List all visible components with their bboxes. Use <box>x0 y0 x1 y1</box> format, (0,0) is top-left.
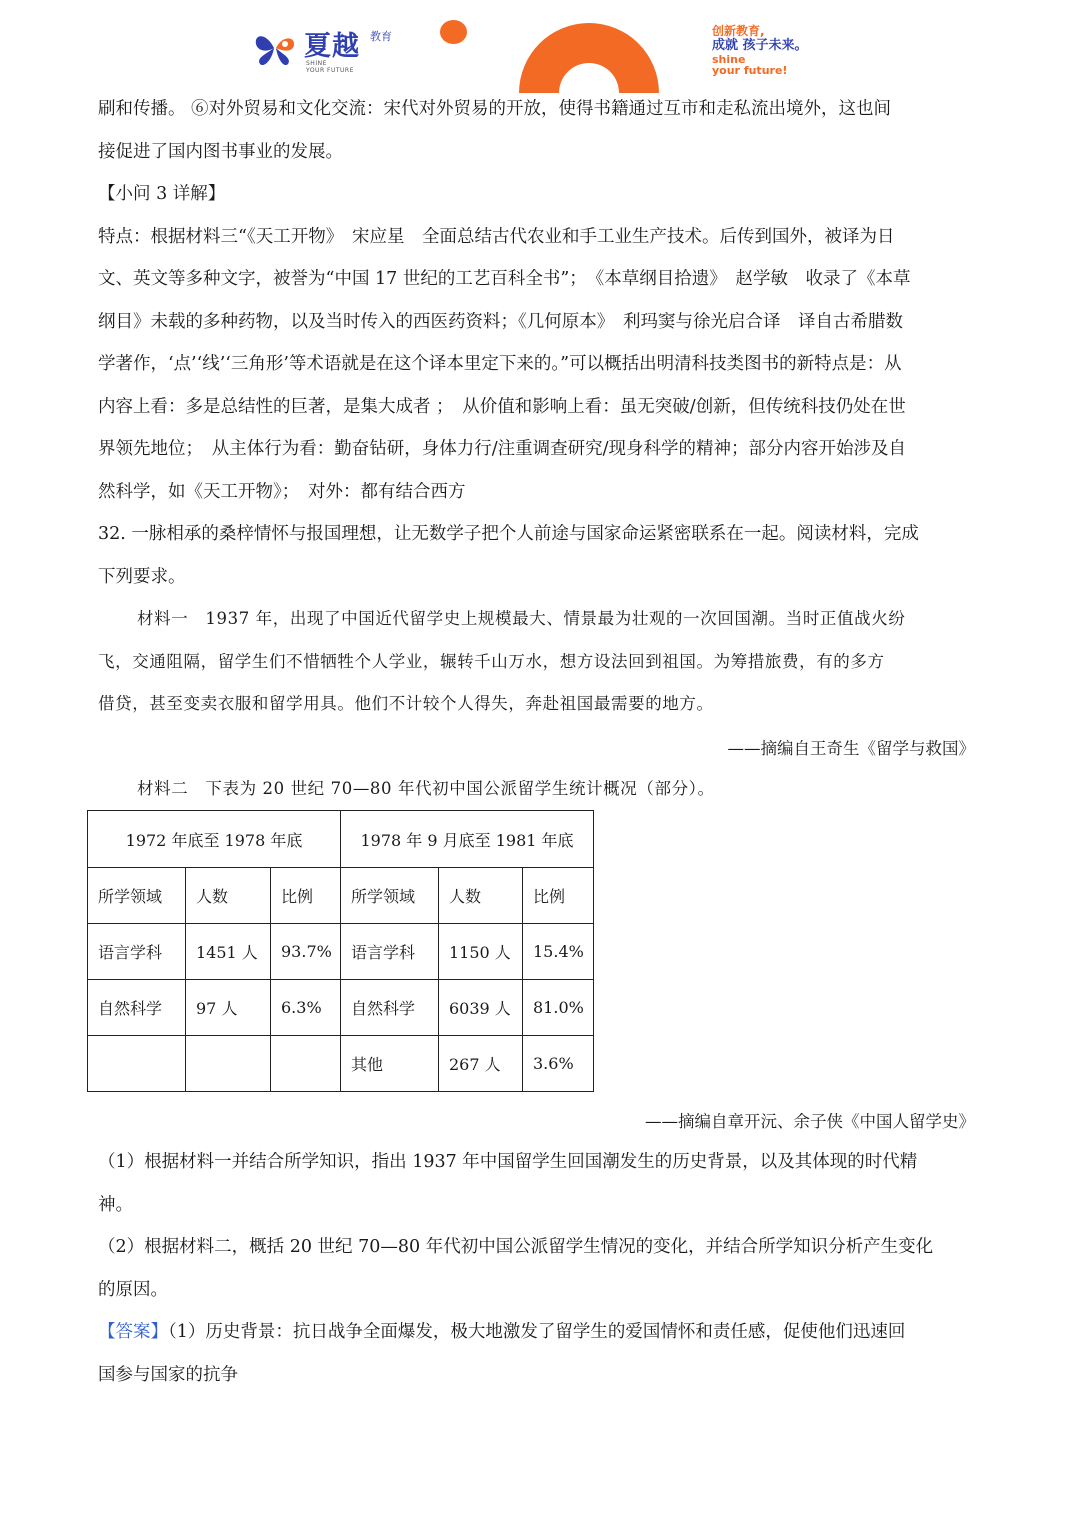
table-cell: 15.4% <box>523 924 594 980</box>
table-col-header: 所学领域 <box>341 868 439 924</box>
text-line: 纲目》未载的多种药物，以及当时传入的西医药资料；《几何原本》 利玛窦与徐光启合译 译自古希腊数 <box>98 312 903 332</box>
table-col-header: 人数 <box>439 868 523 924</box>
material-one-source: ——摘编自王奇生《留学与救国》 <box>727 739 975 758</box>
material-one-line: 借贷，甚至变卖衣服和留学用具。他们不计较个人得失，奔赴祖国最需要的地方。 <box>98 694 714 713</box>
material-two-intro: 材料二 下表为 20 世纪 70—80 年代初中国公派留学生统计概况（部分）。 <box>137 779 715 798</box>
table-row <box>88 1036 594 1092</box>
table-col-header: 人数 <box>186 868 271 924</box>
table-cell: 6.3% <box>271 980 341 1036</box>
text-line: 特点：根据材料三“《天工开物》 宋应星 全面总结古代农业和手工业生产技术。后传到国外，被译为日 <box>98 227 895 247</box>
table-cell: 6039 人 <box>439 980 523 1036</box>
table-row <box>88 924 594 980</box>
table-period-header: 1972 年底至 1978 年底 <box>88 811 341 868</box>
sub-question: 神。 <box>98 1195 133 1215</box>
answer-line <box>98 1320 984 1344</box>
text-line: 学著作，‘点’‘线’‘三角形’等术语就是在这个译本里定下来的。”可以概括出明清科技类图书的新特点是：从 <box>98 354 902 374</box>
section-heading: 【小问 3 详解】 <box>98 184 226 204</box>
table-cell: 93.7% <box>271 924 341 980</box>
material-one-line: 材料一 1937 年，出现了中国近代留学史上规模最大、情景最为壮观的一次回国潮。当时正值战火纷 <box>137 609 906 628</box>
text-line: 内容上看：多是总结性的巨著，是集大成者 ； 从价值和影响上看：虽无突破/创新，但传统科技仍处在世 <box>98 397 906 417</box>
butterfly-logo-icon <box>252 30 298 66</box>
table-cell: 语言学科 <box>341 924 439 980</box>
table-col-header: 比例 <box>271 868 341 924</box>
table-row <box>88 980 594 1036</box>
brand-logo <box>252 22 412 78</box>
answer-line: 国参与国家的抗争 <box>98 1365 238 1385</box>
answer-tag: 【答案】 <box>98 1322 168 1342</box>
table-period-header: 1978 年 9 月底至 1981 年底 <box>341 811 594 868</box>
table-cell <box>186 1036 271 1092</box>
brand-english: SHINE YOUR FUTURE <box>306 60 354 74</box>
table-cell <box>88 1036 186 1092</box>
text-line: 刷和传播。 ⑥对外贸易和文化交流：宋代对外贸易的开放，使得书籍通过互市和走私流出境外，这也间 <box>98 99 892 119</box>
orange-arch-decoration <box>519 23 659 93</box>
text-line: 然科学，如《天工开物》； 对外：都有结合西方 <box>98 482 466 502</box>
table-cell <box>271 1036 341 1092</box>
slogan: 创新教育, 成就 孩子未来。 shine your future! <box>712 24 808 77</box>
sub-question: （2）根据材料二，概括 20 世纪 70—80 年代初中国公派留学生情况的变化，并结合所学知识分析产生变化 <box>98 1237 934 1257</box>
table-cell: 其他 <box>341 1036 439 1092</box>
table-cell: 267 人 <box>439 1036 523 1092</box>
question-stem: 下列要求。 <box>98 567 186 587</box>
table-cell: 1150 人 <box>439 924 523 980</box>
text-line: 文、英文等多种文字，被誉为“中国 17 世纪的工艺百科全书”； 《本草纲目拾遗》 赵学敏 收录了《本草 <box>98 269 911 289</box>
table-cell: 自然科学 <box>341 980 439 1036</box>
table-cell: 97 人 <box>186 980 271 1036</box>
text-line: 界领先地位； 从主体行为看：勤奋钻研，身体力行/注重调查研究/现身科学的精神；部分内容开始涉及自 <box>98 439 907 459</box>
table-cell: 3.6% <box>523 1036 594 1092</box>
table-col-header: 所学领域 <box>88 868 186 924</box>
material-one-line: 飞，交通阻隔，留学生们不惜牺牲个人学业，辗转千山万水，想方设法回到祖国。为筹措旅费，有的多方 <box>98 652 885 671</box>
answer-text: （1）历史背景：抗日战争全面爆发，极大地激发了留学生的爱国情怀和责任感，促使他们迅速回 <box>168 1322 906 1342</box>
sub-question: 的原因。 <box>98 1280 168 1300</box>
statistics-table <box>87 810 594 1092</box>
page-header <box>0 0 1080 92</box>
table-cell: 81.0% <box>523 980 594 1036</box>
table-cell: 自然科学 <box>88 980 186 1036</box>
table-col-header: 比例 <box>523 868 594 924</box>
table-cell: 语言学科 <box>88 924 186 980</box>
question-stem: 32. 一脉相承的桑梓情怀与报国理想，让无数学子把个人前途与国家命运紧密联系在一起。阅读材料，完成 <box>98 524 919 544</box>
orange-dot-decoration <box>440 20 467 44</box>
brand-name: 夏越 <box>304 31 360 62</box>
material-two-source: ——摘编自章开沅、余子侠《中国人留学史》 <box>645 1112 975 1131</box>
sub-question: （1）根据材料一并结合所学知识，指出 1937 年中国留学生回国潮发生的历史背景，以及其体现的时代精 <box>98 1152 918 1172</box>
table-cell: 1451 人 <box>186 924 271 980</box>
text-line: 接促进了国内图书事业的发展。 <box>98 142 343 162</box>
brand-sup: 教育 <box>370 30 392 43</box>
